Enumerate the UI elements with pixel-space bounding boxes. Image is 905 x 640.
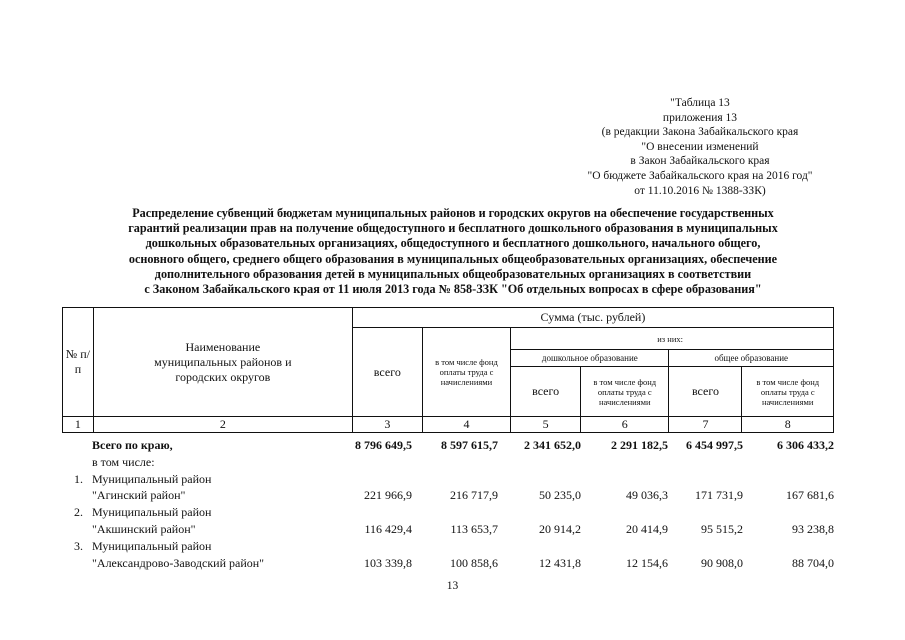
total-value: 8 597 615,7 (441, 438, 498, 452)
row-value: 90 908,0 (701, 555, 743, 570)
appendix-line: в Закон Забайкальского края (630, 155, 770, 168)
title-line: дополнительного образования детей в муниципальных общеобразовательных организациях в соответствии (154, 266, 752, 281)
col-number: 7 (669, 417, 742, 433)
row-number: 3. (74, 538, 83, 553)
header-gen-wage: в том числе фонд оплаты труда с начислениями (742, 367, 834, 417)
row-value: 116 429,4 (364, 521, 412, 536)
row-name: Муниципальный район (92, 505, 212, 520)
row-value: 50 235,0 (539, 488, 581, 503)
table-row-sublabel (62, 455, 834, 472)
appendix-line: "Таблица 13 (670, 97, 730, 109)
total-value: 2 341 652,0 (524, 438, 581, 452)
table-row (62, 488, 834, 505)
col-number: 8 (742, 417, 834, 433)
table-row (62, 472, 834, 489)
table-row-total (62, 438, 834, 455)
col-number: 3 (352, 417, 422, 433)
total-value: 2 291 182,5 (611, 438, 668, 452)
title-line: Распределение субвенций бюджетам муниципальных районов и городских округов на обеспечение государственных (132, 206, 774, 220)
row-number: 1. (74, 471, 83, 486)
col-number: 4 (422, 417, 510, 433)
header-pre-total: всего (511, 367, 581, 417)
appendix-line: (в редакции Закона Забайкальского края (601, 126, 799, 139)
header-pre-wage: в том числе фонд оплаты труда с начислениями (581, 367, 669, 417)
row-value: 20 914,2 (539, 521, 581, 536)
row-value: 216 717,9 (450, 488, 498, 503)
header-num: № п/п (63, 308, 94, 417)
appendix-line: от 11.10.2016 № 1388-ЗЗК) (634, 184, 766, 197)
title-line: гарантий реализации прав на получение общедоступного и бесплатного дошкольного образования в муниципальных (128, 221, 778, 236)
row-name: "Акшинский район" (92, 521, 196, 536)
title-line: с Законом Забайкальского края от 11 июля 2013 года № 858-ЗЗК "Об отдельных вопросах в сфере образования" (144, 282, 762, 297)
header-total: всего (352, 328, 422, 417)
header-sum: Сумма (тыс. рублей) (352, 308, 833, 328)
row-value: 113 653,7 (450, 521, 498, 536)
col-number: 1 (63, 417, 94, 433)
total-label: Всего по краю, (92, 438, 173, 452)
row-value: 221 966,9 (364, 488, 412, 503)
row-value: 49 036,3 (626, 488, 668, 503)
total-value: 6 306 433,2 (777, 438, 834, 452)
row-value: 20 414,9 (626, 521, 668, 536)
table-row (62, 539, 834, 556)
appendix-line: "О внесении изменений (641, 140, 759, 153)
row-value: 12 154,6 (626, 555, 668, 570)
row-value: 93 238,8 (792, 521, 834, 536)
row-name: Муниципальный район (92, 471, 212, 486)
row-value: 167 681,6 (786, 488, 834, 503)
row-value: 100 858,6 (450, 555, 498, 570)
col-number: 6 (581, 417, 669, 433)
header-gen-total: всего (669, 367, 742, 417)
total-sublabel: в том числе: (92, 454, 155, 469)
row-value: 103 339,8 (364, 555, 412, 570)
row-value: 95 515,2 (701, 521, 743, 536)
page-number: 13 (446, 580, 459, 592)
header-name: Наименование муниципальных районов и городских округов (93, 308, 352, 417)
row-value: 171 731,9 (695, 488, 743, 503)
row-value: 88 704,0 (792, 555, 834, 570)
total-value: 6 454 997,5 (686, 438, 743, 452)
row-value: 12 431,8 (539, 555, 581, 570)
title-line: основного общего, среднего общего образования в муниципальных общеобразовательных организациях, обеспечение (128, 251, 778, 266)
table-row (62, 556, 834, 573)
col-number: 2 (93, 417, 352, 433)
header-preschool: дошкольное образование (511, 350, 669, 367)
header-of-which: из них: (511, 328, 834, 350)
header-general: общее образование (669, 350, 834, 367)
col-number: 5 (511, 417, 581, 433)
table-row (62, 522, 834, 539)
subvention-table-header (62, 307, 834, 433)
header-incl-wage: в том числе фонд оплаты труда с начислениями (422, 328, 510, 417)
table-body (62, 438, 834, 572)
document-title (60, 206, 846, 297)
row-name: "Агинский район" (92, 488, 186, 503)
total-value: 8 796 649,5 (355, 438, 412, 452)
table-row (62, 505, 834, 522)
title-line: дошкольных образовательных организациях, общедоступного и бесплатного дошкольного, начального общего, (145, 236, 761, 251)
appendix-reference (560, 96, 840, 198)
appendix-line: приложения 13 (662, 111, 738, 124)
row-name: "Александрово-Заводский район" (92, 555, 265, 570)
row-name: Муниципальный район (92, 538, 212, 553)
row-number: 2. (74, 505, 83, 520)
appendix-line: "О бюджете Забайкальского края на 2016 год" (587, 169, 813, 182)
